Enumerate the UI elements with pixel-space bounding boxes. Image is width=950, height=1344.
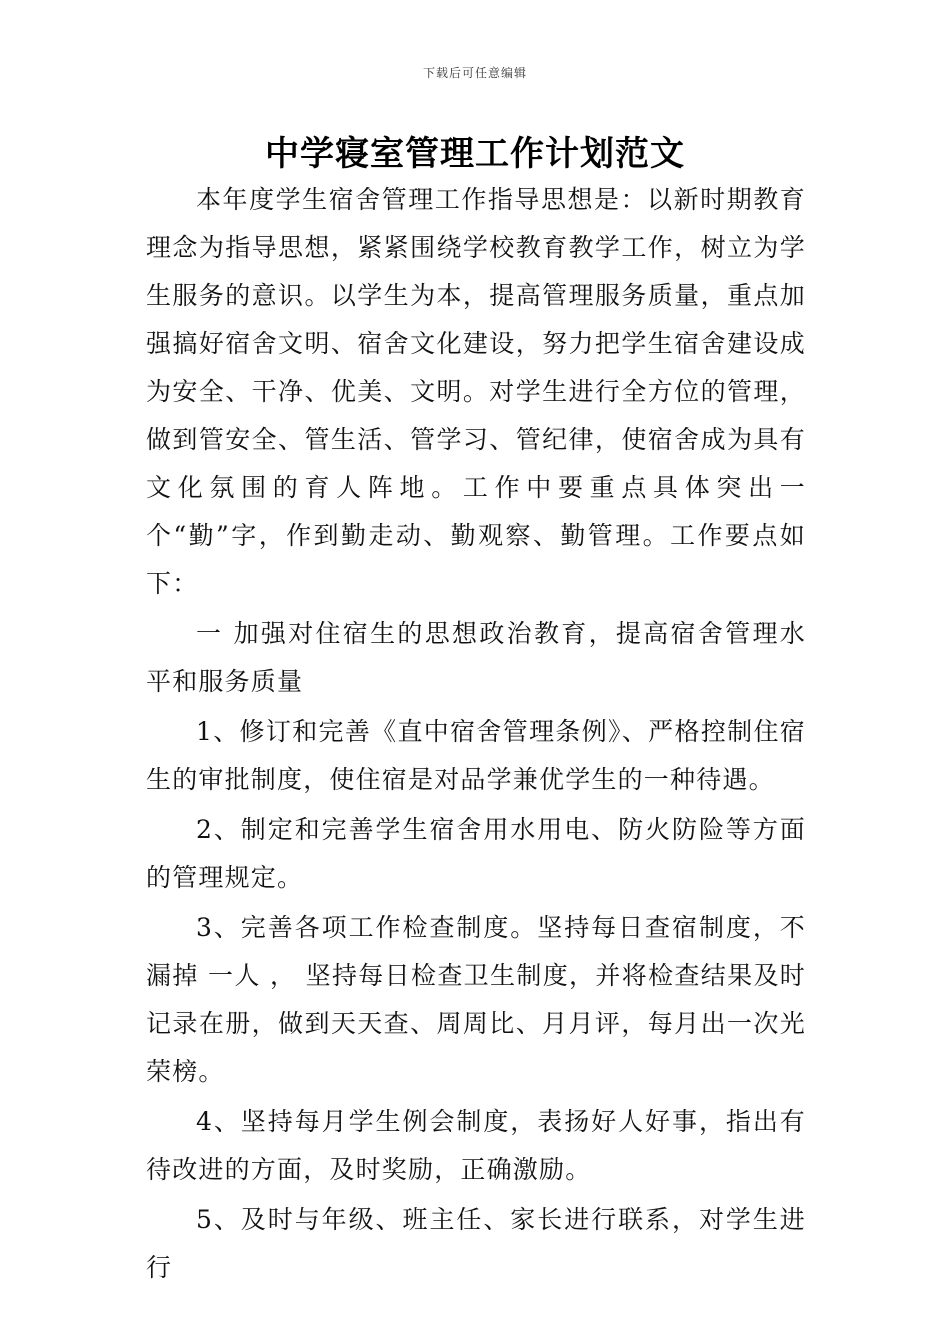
document-title: 中学寝室管理工作计划范文 [265, 134, 685, 174]
paragraph-intro: 本年度学生宿舍管理工作指导思想是：以新时期教育理念为指导思想，紧紧围绕学校教育教学工作，树立为学生服务的意识。以学生为本，提高管理服务质量，重点加强搞好宿舍文明、宿舍文化建设，努力把学生宿舍建设成为安全、干净、优美、文明。对学生进行全方位的管理，做到管安全、管生活、管学习、管纪律，使宿舍成为具有文化氛围的育人阵地。工作中要重点具体突出一个“勤”字，作到勤走动、勤观察、勤管理。工作要点如下： [146, 185, 806, 598]
paragraph-item-2: 2、制定和完善学生宿舍用水用电、防火防险等方面的管理规定。 [146, 815, 806, 892]
document-body [146, 176, 806, 1294]
paragraph-item-3: 3、完善各项工作检查制度。坚持每日查宿制度，不漏掉 一人 ， 坚持每日检查卫生制度，并将检查结果及时记录在册，做到天天查、周周比、月月评，每月出一次光荣榜。 [146, 913, 806, 1086]
paragraph-item-1: 1、修订和完善《直中宿舍管理条例》、严格控制住宿生的审批制度，使住宿是对品学兼优学生的一种待遇。 [146, 717, 806, 794]
paragraph-item-5: 5、及时与年级、班主任、家长进行联系，对学生进行 [146, 1205, 806, 1282]
header-note: 下载后可任意编辑 [422, 66, 527, 80]
paragraph-section-heading: 一 加强对住宿生的思想政治教育，提高宿舍管理水平和服务质量 [146, 619, 806, 696]
paragraph-item-4: 4、坚持每月学生例会制度，表扬好人好事，指出有待改进的方面，及时奖励，正确激励。 [146, 1107, 806, 1184]
